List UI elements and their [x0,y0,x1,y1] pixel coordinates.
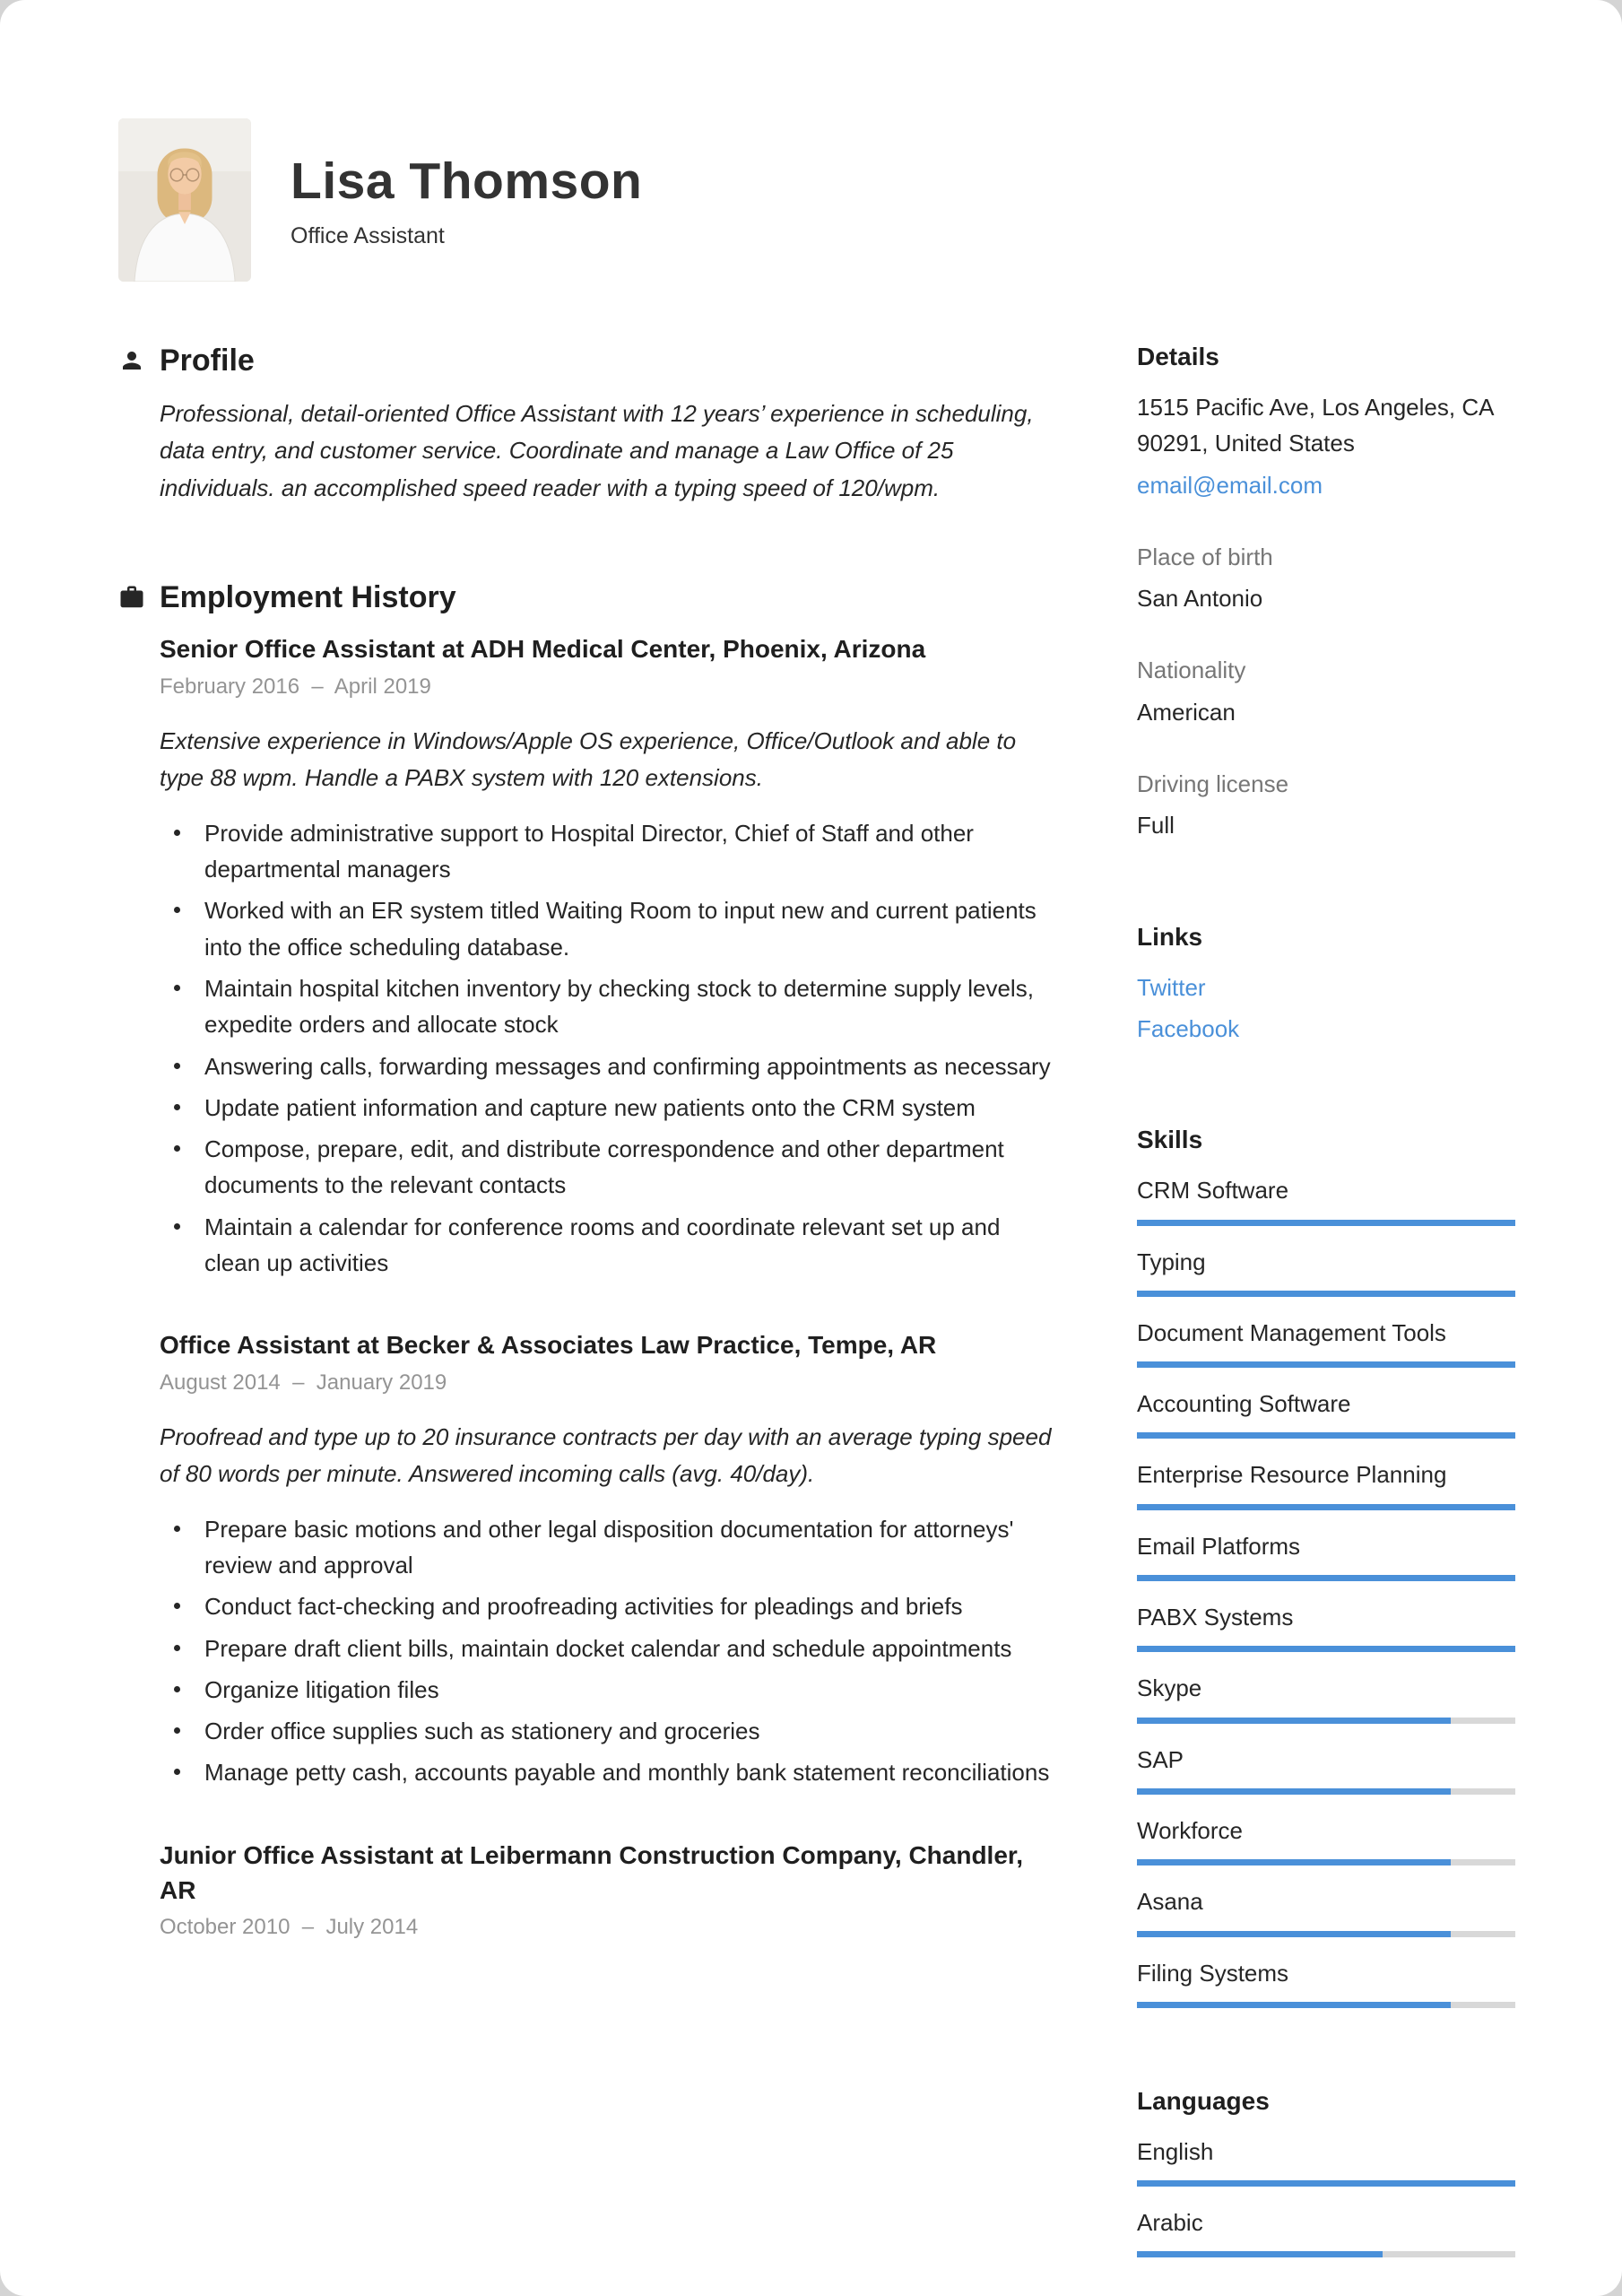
bullet-item: Maintain hospital kitchen inventory by checking stock to determine supply levels, expedite orders and allocate stock [160,970,1054,1043]
job-summary: Proofread and type up to 20 insurance contracts per day with an average typing speed of 80 words per minute. Answered incoming calls (avg. 40/day). [160,1422,1052,1488]
language-item [1137,2205,1515,2257]
details-heading: Details [1137,343,1219,370]
skill-bar [1137,1646,1515,1652]
twitter-link[interactable]: Twitter [1137,973,1206,1001]
skill-bar-fill [1137,1788,1451,1795]
skill-item [1137,1528,1515,1581]
skill-bar-fill [1137,1361,1515,1368]
bullet-item: Manage petty cash, accounts payable and monthly bank statement reconciliations [160,1754,1054,1790]
email-link[interactable]: email@email.com [1137,471,1323,499]
profile-photo [118,118,251,282]
bullet-item: Provide administrative support to Hospital Director, Chief of Staff and other departmental managers [160,815,1054,888]
skill-name: Asana [1137,1888,1203,1916]
detail-label: Nationality [1137,657,1246,684]
job-title: Junior Office Assistant at Leibermann Construction Company, Chandler, AR [160,1840,1024,1904]
language-bar-fill [1137,2180,1515,2187]
language-bar [1137,2251,1515,2257]
skill-bar-fill [1137,1931,1451,1937]
skill-bar [1137,1291,1515,1297]
bullet-item: Prepare draft client bills, maintain docket calendar and schedule appointments [160,1631,1054,1666]
skill-bar-fill [1137,1432,1515,1439]
skill-item [1137,1883,1515,1936]
profile-section [118,343,1054,508]
detail-value: American [1137,698,1236,726]
skill-bar-fill [1137,1220,1515,1226]
skill-bar-fill [1137,1718,1451,1724]
bullet-item: Conduct fact-checking and proofreading activities for pleadings and briefs [160,1588,1054,1624]
candidate-title: Office Assistant [291,222,445,248]
skill-bar [1137,1220,1515,1226]
resume-header [118,118,1515,282]
skill-item [1137,1172,1515,1225]
skill-bar [1137,1788,1515,1795]
detail-value: San Antonio [1137,585,1263,613]
skill-item [1137,1244,1515,1297]
header-text [291,152,642,249]
bullet-item: Answering calls, forwarding messages and confirming appointments as necessary [160,1048,1054,1084]
skill-name: Filing Systems [1137,1959,1289,1987]
profile-photo-illustration [118,118,251,282]
detail-field [1137,652,1515,730]
sidebar [1137,343,1515,2275]
person-icon [118,347,145,374]
bullet-item: Organize litigation files [160,1672,1054,1708]
languages-heading: Languages [1137,2086,1270,2115]
skill-name: Document Management Tools [1137,1318,1446,1346]
links-section [1137,923,1515,1048]
job-entry [160,631,1054,1281]
detail-field [1137,539,1515,617]
skill-bar [1137,1504,1515,1510]
job-summary: Extensive experience in Windows/Apple OS experience, Office/Outlook and able to type 88 wpm. Handle a PABX system with 120 extensions. [160,726,1017,792]
bullet-list [160,1511,1054,1791]
skill-item [1137,1386,1515,1439]
skill-name: Skype [1137,1674,1202,1702]
skill-bar-fill [1137,1504,1515,1510]
bullet-item: Compose, prepare, edit, and distribute correspondence and other department documents to the relevant contacts [160,1131,1054,1204]
skill-bar-fill [1137,1575,1515,1581]
detail-field [1137,766,1515,844]
skills-section [1137,1126,1515,2008]
job-title: Senior Office Assistant at ADH Medical Center, Phoenix, Arizona [160,635,926,664]
skill-bar [1137,1361,1515,1368]
skill-name: Email Platforms [1137,1532,1301,1560]
job-dates: October 2010 – July 2014 [160,1915,419,1940]
skill-bar-fill [1137,1646,1515,1652]
job-entry [160,1838,1054,1940]
bullet-item: Order office supplies such as stationery and groceries [160,1713,1054,1749]
language-name: Arabic [1137,2209,1203,2237]
skill-name: Enterprise Resource Planning [1137,1461,1447,1489]
briefcase-icon [118,584,145,611]
detail-label: Driving license [1137,770,1289,798]
skill-item [1137,1457,1515,1509]
skill-bar [1137,1931,1515,1937]
skill-item [1137,1315,1515,1368]
bullet-item: Update patient information and capture new patients onto the CRM system [160,1090,1054,1126]
employment-section [118,579,1054,1941]
skill-bar [1137,1718,1515,1724]
skill-item [1137,1955,1515,2008]
skill-item [1137,1742,1515,1795]
details-section [1137,343,1515,844]
skill-name: CRM Software [1137,1177,1289,1205]
languages-section [1137,2087,1515,2258]
skill-bar [1137,2002,1515,2008]
bullet-list [160,815,1054,1282]
skill-bar-fill [1137,1291,1515,1297]
main-column [118,343,1054,2275]
skill-bar-fill [1137,1859,1451,1866]
skill-name: PABX Systems [1137,1604,1294,1631]
skill-name: Accounting Software [1137,1390,1351,1418]
bullet-item: Worked with an ER system titled Waiting Room to input new and current patients into the office scheduling database. [160,892,1054,965]
content-columns [118,343,1515,2275]
language-bar-fill [1137,2251,1383,2257]
language-item [1137,2134,1515,2187]
facebook-link[interactable]: Facebook [1137,1014,1240,1042]
job-dates: February 2016 – April 2019 [160,674,431,699]
skill-name: SAP [1137,1745,1184,1773]
candidate-name: Lisa Thomson [291,152,643,210]
profile-heading: Profile [160,344,255,378]
skill-name: Workforce [1137,1816,1243,1844]
language-name: English [1137,2137,1214,2165]
profile-text: Professional, detail-oriented Office Assistant with 12 years’ experience in scheduling, data entry, and customer service. Coordinate and manage a Law Office of 25 individuals. an accomplished speed reader with a typing speed of 120/wpm. [160,399,1034,501]
skill-bar [1137,1859,1515,1866]
bullet-item: Maintain a calendar for conference rooms and coordinate relevant set up and clean up activities [160,1209,1054,1282]
skill-bar [1137,1575,1515,1581]
links-heading: Links [1137,922,1203,951]
skill-bar-fill [1137,2002,1451,2008]
skill-item [1137,1670,1515,1723]
language-bar [1137,2180,1515,2187]
skill-item [1137,1599,1515,1652]
detail-value: Full [1137,812,1175,839]
skills-heading: Skills [1137,1126,1203,1154]
job-dates: August 2014 – January 2019 [160,1370,447,1395]
bullet-item: Prepare basic motions and other legal disposition documentation for attorneys' review and approval [160,1511,1054,1584]
job-title: Office Assistant at Becker & Associates Law Practice, Tempe, AR [160,1331,937,1360]
skill-name: Typing [1137,1248,1206,1275]
job-entry [160,1327,1054,1790]
address: 1515 Pacific Ave, Los Angeles, CA 90291, United States [1137,394,1494,457]
skill-item [1137,1813,1515,1866]
employment-heading: Employment History [160,579,456,614]
detail-label: Place of birth [1137,543,1273,570]
skill-bar [1137,1432,1515,1439]
